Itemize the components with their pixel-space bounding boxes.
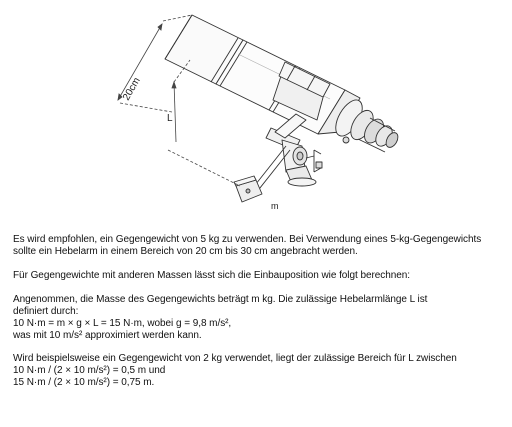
text-line: Angenommen, die Masse des Gegengewichts beträgt m kg. Die zulässige Hebelarmlänge L ist — [13, 294, 428, 305]
text-line: 10 N·m = m × g × L = 15 N·m, wobei g = 9,8 m/s², — [13, 318, 232, 329]
text-line: was mit 10 m/s² approximiert werden kann. — [13, 330, 202, 341]
instruction-text — [13, 234, 505, 389]
text-line: Es wird empfohlen, ein Gegengewicht von 5 kg zu verwenden. Bei Verwendung eines 5-kg-Gegengewichts — [13, 234, 482, 245]
text-line: definiert durch: — [13, 306, 79, 317]
label-L: L — [167, 113, 173, 124]
counterweight — [234, 176, 262, 202]
text-line: Wird beispielsweise ein Gegengewicht von 2 kg verwendet, liegt der zulässige Bereich für L zwischen — [13, 353, 457, 364]
text-line: 10 N·m / (2 × 10 m/s²) = 0,5 m und — [13, 365, 166, 376]
text-line: Für Gegengewichte mit anderen Massen lässt sich die Einbauposition wie folgt berechnen: — [13, 270, 410, 281]
text-line: 15 N·m / (2 × 10 m/s²) = 0,75 m. — [13, 377, 155, 388]
label-20cm: 20cm — [121, 75, 143, 103]
label-m: m — [271, 201, 279, 211]
text-line: sollte ein Hebelarm in einem Bereich von 20 cm bis 30 cm angebracht werden. — [13, 246, 358, 257]
